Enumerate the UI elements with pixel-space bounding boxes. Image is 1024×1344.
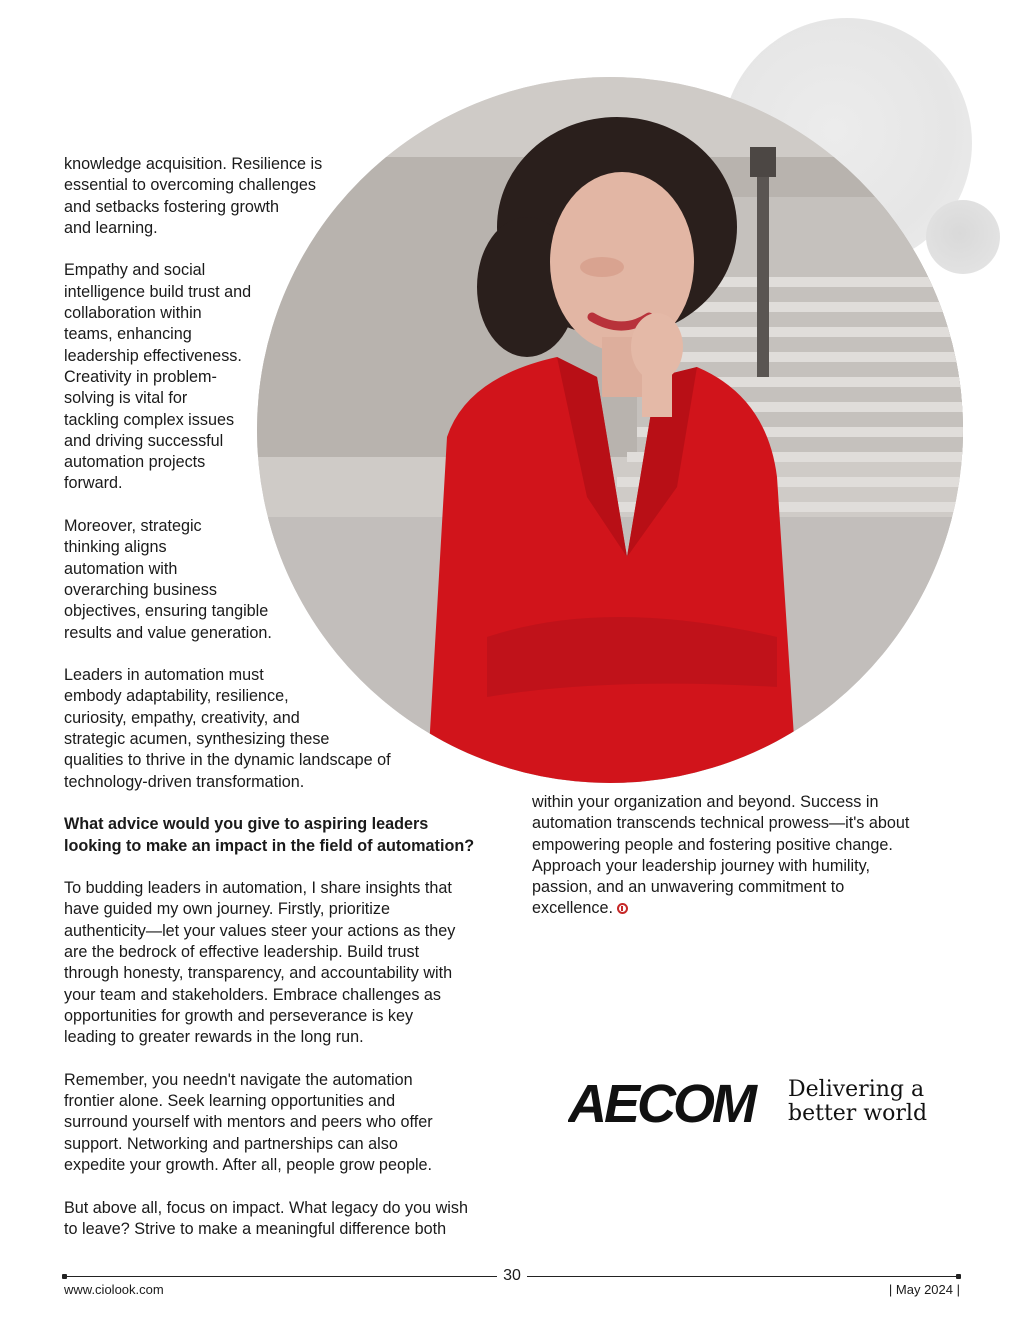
- text-line: automation transcends technical prowess—it's about: [532, 814, 910, 833]
- text-line: leading to greater rewards in the long run.: [64, 1028, 364, 1047]
- text-line: overarching business: [64, 580, 217, 599]
- text-line: tackling complex issues: [64, 410, 235, 429]
- text-line: leadership effectiveness.: [64, 346, 242, 365]
- decorative-circle-small: [926, 200, 1000, 274]
- paragraph-resilience: [64, 154, 504, 239]
- tagline-line-2: better world: [788, 1101, 928, 1126]
- text-line: and setbacks fostering growth: [64, 197, 280, 216]
- text-line: excellence.: [532, 899, 613, 918]
- paragraph-remember: [64, 1070, 504, 1176]
- text-line: authenticity—let your values steer your actions as they: [64, 921, 456, 940]
- paragraph-leaders-must: [64, 665, 504, 793]
- text-line: Creativity in problem-: [64, 367, 217, 386]
- text-line: empowering people and fostering positive change.: [532, 835, 893, 854]
- text-line: passion, and an unwavering commitment to: [532, 878, 845, 897]
- text-line: have guided my own journey. Firstly, prioritize: [64, 900, 390, 919]
- text-line: What advice would you give to aspiring leaders: [64, 815, 429, 834]
- text-line: embody adaptability, resilience,: [64, 687, 289, 706]
- text-line: thinking aligns: [64, 538, 167, 557]
- footer-date: | May 2024 |: [888, 1282, 960, 1297]
- text-line: Remember, you needn't navigate the automation: [64, 1070, 413, 1089]
- text-line: looking to make an impact in the field of automation?: [64, 836, 475, 855]
- text-line: knowledge acquisition. Resilience is: [64, 155, 323, 173]
- page-number: 30: [497, 1267, 527, 1285]
- text-line: technology-driven transformation.: [64, 772, 305, 791]
- text-line: qualities to thrive in the dynamic landscape of: [64, 751, 391, 770]
- svg-text:AECOM: AECOM: [568, 1078, 754, 1128]
- text-line: and learning.: [64, 218, 158, 237]
- article-right-column: [532, 792, 952, 920]
- text-line: expedite your growth. After all, people grow people.: [64, 1155, 433, 1174]
- footer-rule-end-left: [62, 1274, 67, 1279]
- text-line: curiosity, empathy, creativity, and: [64, 708, 300, 727]
- text-line: through honesty, transparency, and accountability with: [64, 964, 453, 983]
- article-end-icon: [617, 903, 628, 914]
- paragraph-focus-impact: [64, 1198, 504, 1241]
- text-line: Leaders in automation must: [64, 666, 264, 685]
- text-line: results and value generation.: [64, 623, 272, 642]
- text-line: support. Networking and partnerships can also: [64, 1134, 398, 1153]
- footer-website[interactable]: www.ciolook.com: [64, 1282, 164, 1297]
- text-line: automation projects: [64, 453, 206, 472]
- footer-rule-end-right: [956, 1274, 961, 1279]
- text-line: strategic acumen, synthesizing these: [64, 730, 330, 749]
- text-line: frontier alone. Seek learning opportunities and: [64, 1092, 396, 1111]
- paragraph-budding-leaders: [64, 878, 504, 1048]
- paragraph-empathy: [64, 260, 504, 494]
- text-line: teams, enhancing: [64, 325, 192, 344]
- text-line: But above all, focus on impact. What legacy do you wish: [64, 1198, 468, 1217]
- text-line: are the bedrock of effective leadership. Build trust: [64, 942, 420, 961]
- tagline-line-1: Delivering a: [788, 1077, 925, 1102]
- text-line: To budding leaders in automation, I share insights that: [64, 879, 452, 898]
- text-line: intelligence build trust and: [64, 282, 252, 301]
- text-line: and driving successful: [64, 431, 224, 450]
- text-line: solving is vital for: [64, 389, 188, 408]
- article-left-column: [64, 154, 504, 1261]
- text-line: Empathy and social: [64, 261, 206, 280]
- aecom-tagline: [788, 1078, 927, 1126]
- text-line: within your organization and beyond. Success in: [532, 793, 879, 811]
- aecom-logo: [568, 1078, 768, 1128]
- text-line: your team and stakeholders. Embrace challenges as: [64, 985, 442, 1004]
- text-line: opportunities for growth and perseverance is key: [64, 1006, 414, 1025]
- text-line: objectives, ensuring tangible: [64, 602, 269, 621]
- text-line: essential to overcoming challenges: [64, 176, 316, 195]
- text-line: automation with: [64, 559, 178, 578]
- text-line: surround yourself with mentors and peers who offer: [64, 1113, 433, 1132]
- text-line: Approach your leadership journey with humility,: [532, 856, 871, 875]
- interview-question: [64, 814, 504, 857]
- text-line: to leave? Strive to make a meaningful difference both: [64, 1219, 447, 1238]
- paragraph-success: [532, 792, 952, 920]
- text-line: Moreover, strategic: [64, 517, 202, 536]
- aecom-advertisement[interactable]: [568, 1076, 948, 1136]
- paragraph-strategic-thinking: [64, 516, 504, 644]
- text-line: collaboration within: [64, 304, 202, 323]
- text-line: forward.: [64, 474, 123, 493]
